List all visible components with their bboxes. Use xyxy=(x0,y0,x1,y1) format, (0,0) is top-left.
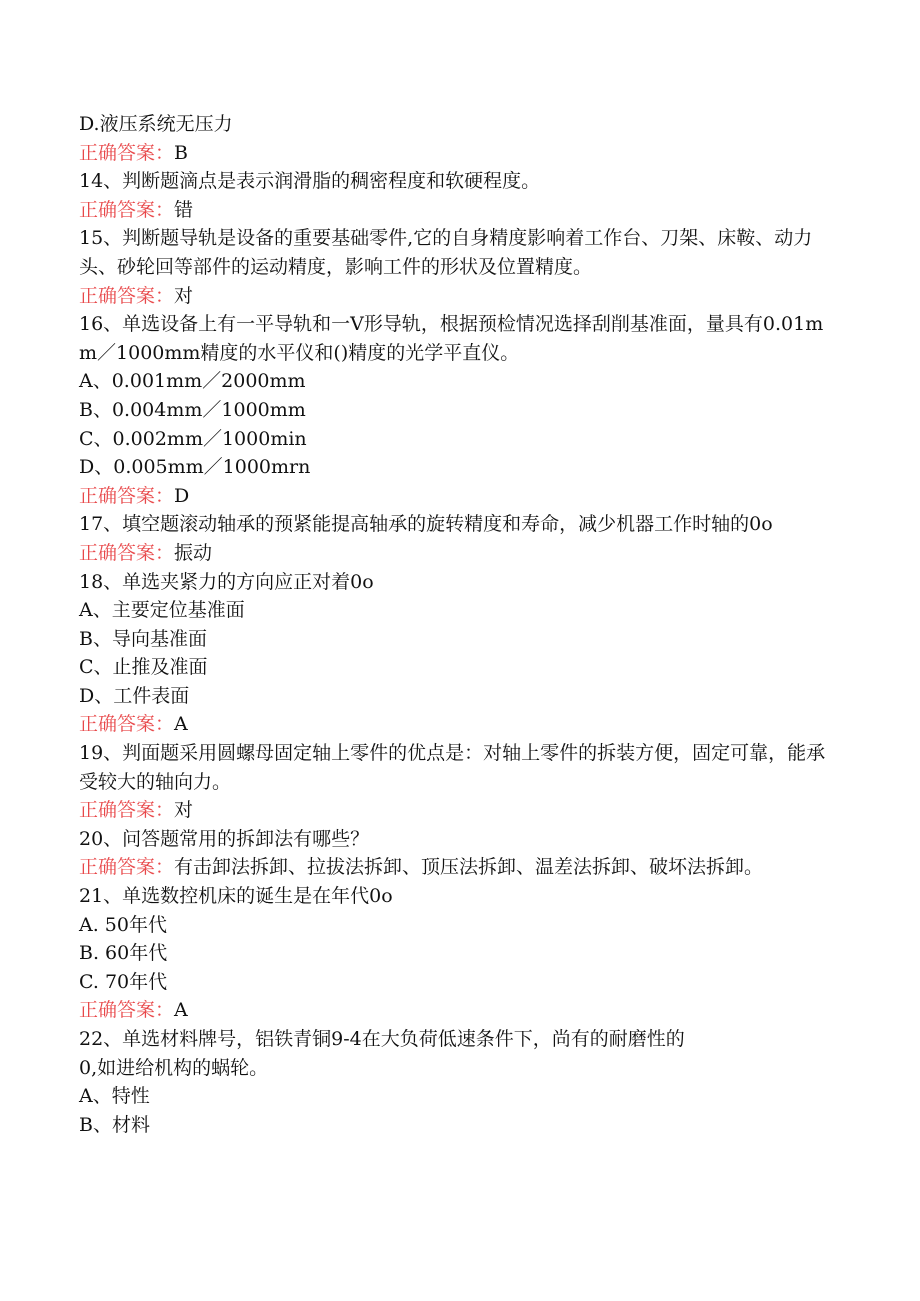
answer-label: 正确答案： xyxy=(79,484,175,507)
correct-answer xyxy=(79,196,839,225)
answer-label: 正确答案： xyxy=(79,799,175,822)
question-text: 22、单选材料牌号，铝铁青铜9-4在大负荷低速条件下，尚有的耐磨性的 0,如进给机构的蜗轮。 xyxy=(79,1028,685,1079)
question-text: 15、判断题导轨是设备的重要基础零件,它的自身精度影响着工作台、刀架、床鞍、动力头、砂轮回等部件的运动精度，影响工件的形状及位置精度。 xyxy=(79,227,813,278)
answer-value: 对 xyxy=(174,799,194,822)
correct-answer xyxy=(79,139,839,168)
answer-label: 正确答案： xyxy=(79,541,175,564)
question-text: D.液压系统无压力 xyxy=(79,113,233,135)
answer-label: 正确答案： xyxy=(79,713,175,736)
question-text: D、0.005mm／1000mrn xyxy=(79,456,311,479)
answer-value: B xyxy=(174,141,188,164)
correct-answer xyxy=(79,282,839,311)
document-page xyxy=(79,110,839,1139)
answer-value: A xyxy=(174,713,188,736)
question-text: C. 70年代 xyxy=(79,970,168,993)
question-text: A、主要定位基准面 xyxy=(79,599,245,622)
question-text: 18、单选夹紧力的方向应正对着0o xyxy=(79,570,374,593)
correct-answer xyxy=(79,539,839,568)
question-text: C、0.002mm／1000min xyxy=(79,427,307,450)
question-text: 16、单选设备上有一平导轨和一V形导轨，根据预检情况选择刮削基准面，量具有0.01mm／1000mm精度的水平仪和()精度的光学平直仪。 xyxy=(79,313,824,364)
question-text: B、材料 xyxy=(79,1113,150,1136)
answer-value: D xyxy=(174,484,190,507)
answer-label: 正确答案： xyxy=(79,198,175,221)
answer-label: 正确答案： xyxy=(79,999,175,1022)
question-text: C、止推及准面 xyxy=(79,656,208,679)
answer-label: 正确答案： xyxy=(79,284,175,307)
answer-label: 正确答案： xyxy=(79,141,175,164)
answer-value: 有击卸法拆卸、拉拔法拆卸、顶压法拆卸、温差法拆卸、破坏法拆卸。 xyxy=(174,856,764,879)
question-text: B、0.004mm／1000mm xyxy=(79,398,306,421)
correct-answer xyxy=(79,710,839,739)
correct-answer xyxy=(79,482,839,511)
question-text: 19、判面题采用圆螺母固定轴上零件的优点是：对轴上零件的拆装方便，固定可靠，能承受较大的轴向力。 xyxy=(79,742,826,793)
question-text: A、0.001mm／2000mm xyxy=(79,370,306,393)
answer-label: 正确答案： xyxy=(79,856,175,879)
correct-answer xyxy=(79,996,839,1025)
question-text: 17、填空题滚动轴承的预紧能提高轴承的旋转精度和寿命，减少机器工作时轴的0o xyxy=(79,513,773,536)
question-text: 20、问答题常用的拆卸法有哪些？ xyxy=(79,827,370,850)
question-text: A、特性 xyxy=(79,1085,150,1108)
correct-answer xyxy=(79,853,839,882)
question-text: B. 60年代 xyxy=(79,942,168,965)
question-text: 14、判断题滴点是表示润滑脂的稠密程度和软硬程度。 xyxy=(79,170,541,193)
question-text: 21、单选数控机床的诞生是在年代0o xyxy=(79,885,393,908)
answer-value: 振动 xyxy=(174,541,213,564)
question-text: D、工件表面 xyxy=(79,684,190,707)
question-text: B、导向基准面 xyxy=(79,627,207,650)
correct-answer xyxy=(79,796,839,825)
question-text: A. 50年代 xyxy=(79,913,167,936)
answer-value: 错 xyxy=(174,198,194,221)
answer-value: A xyxy=(174,999,188,1022)
answer-value: 对 xyxy=(174,284,194,307)
